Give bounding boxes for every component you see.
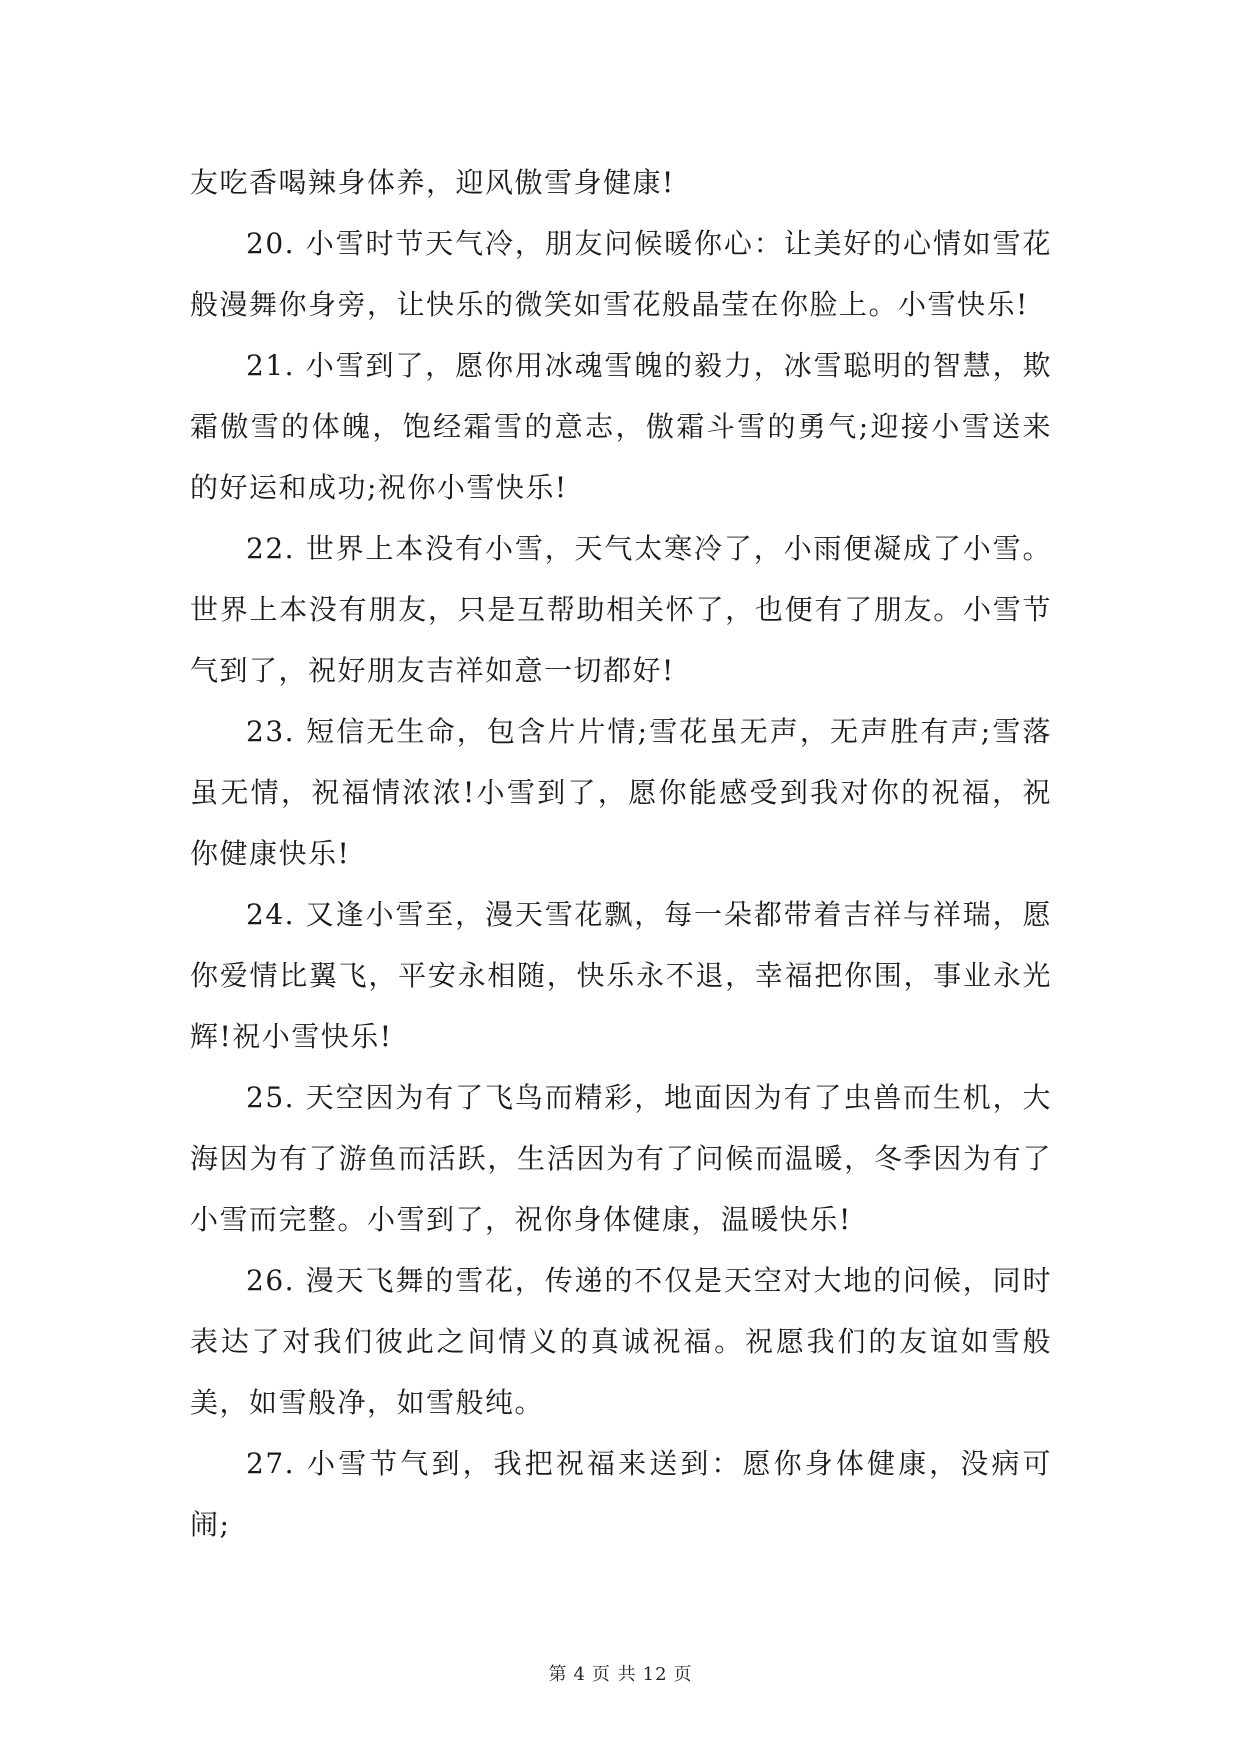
- footer-middle: 页 共: [591, 1664, 637, 1685]
- footer-current-page: 4: [573, 1664, 586, 1685]
- paragraph-item-23: 23. 短信无生命，包含片片情;雪花虽无声，无声胜有声;雪落虽无情，祝福情浓浓!小雪到了，愿你能感受到我对你的祝福，祝你健康快乐!: [190, 715, 1052, 870]
- paragraph-item-21: 21. 小雪到了，愿你用冰魂雪魄的毅力，冰雪聪明的智慧，欺霜傲雪的体魄，饱经霜雪的意志，傲霜斗雪的勇气;迎接小雪送来的好运和成功;祝你小雪快乐!: [190, 349, 1052, 504]
- document-body: [190, 152, 1052, 1555]
- paragraph-item-20: 20. 小雪时节天气冷，朋友问候暖你心：让美好的心情如雪花般漫舞你身旁，让快乐的微笑如雪花般晶莹在你脸上。小雪快乐!: [190, 227, 1052, 321]
- page-footer: [0, 1660, 1241, 1686]
- paragraph-continuation: 友吃香喝辣身体养，迎风傲雪身健康!: [190, 166, 675, 199]
- footer-suffix: 页: [673, 1664, 693, 1685]
- footer-total-pages: 12: [642, 1664, 668, 1685]
- paragraph-item-24: 24. 又逢小雪至，漫天雪花飘，每一朵都带着吉祥与祥瑞，愿你爱情比翼飞，平安永相随，快乐永不退，幸福把你围，事业永光辉!祝小雪快乐!: [190, 898, 1052, 1053]
- paragraph-item-25: 25. 天空因为有了飞鸟而精彩，地面因为有了虫兽而生机，大海因为有了游鱼而活跃，生活因为有了问候而温暖，冬季因为有了小雪而完整。小雪到了，祝你身体健康，温暖快乐!: [190, 1081, 1052, 1236]
- paragraph-item-26: 26. 漫天飞舞的雪花，传递的不仅是天空对大地的问候，同时表达了对我们彼此之间情义的真诚祝福。祝愿我们的友谊如雪般美，如雪般净，如雪般纯。: [190, 1264, 1052, 1419]
- paragraph-item-27: 27. 小雪节气到，我把祝福来送到：愿你身体健康，没病可闹;: [190, 1447, 1052, 1541]
- footer-prefix: 第: [548, 1664, 568, 1685]
- paragraph-item-22: 22. 世界上本没有小雪，天气太寒冷了，小雨便凝成了小雪。世界上本没有朋友，只是互帮助相关怀了，也便有了朋友。小雪节气到了，祝好朋友吉祥如意一切都好!: [190, 532, 1052, 687]
